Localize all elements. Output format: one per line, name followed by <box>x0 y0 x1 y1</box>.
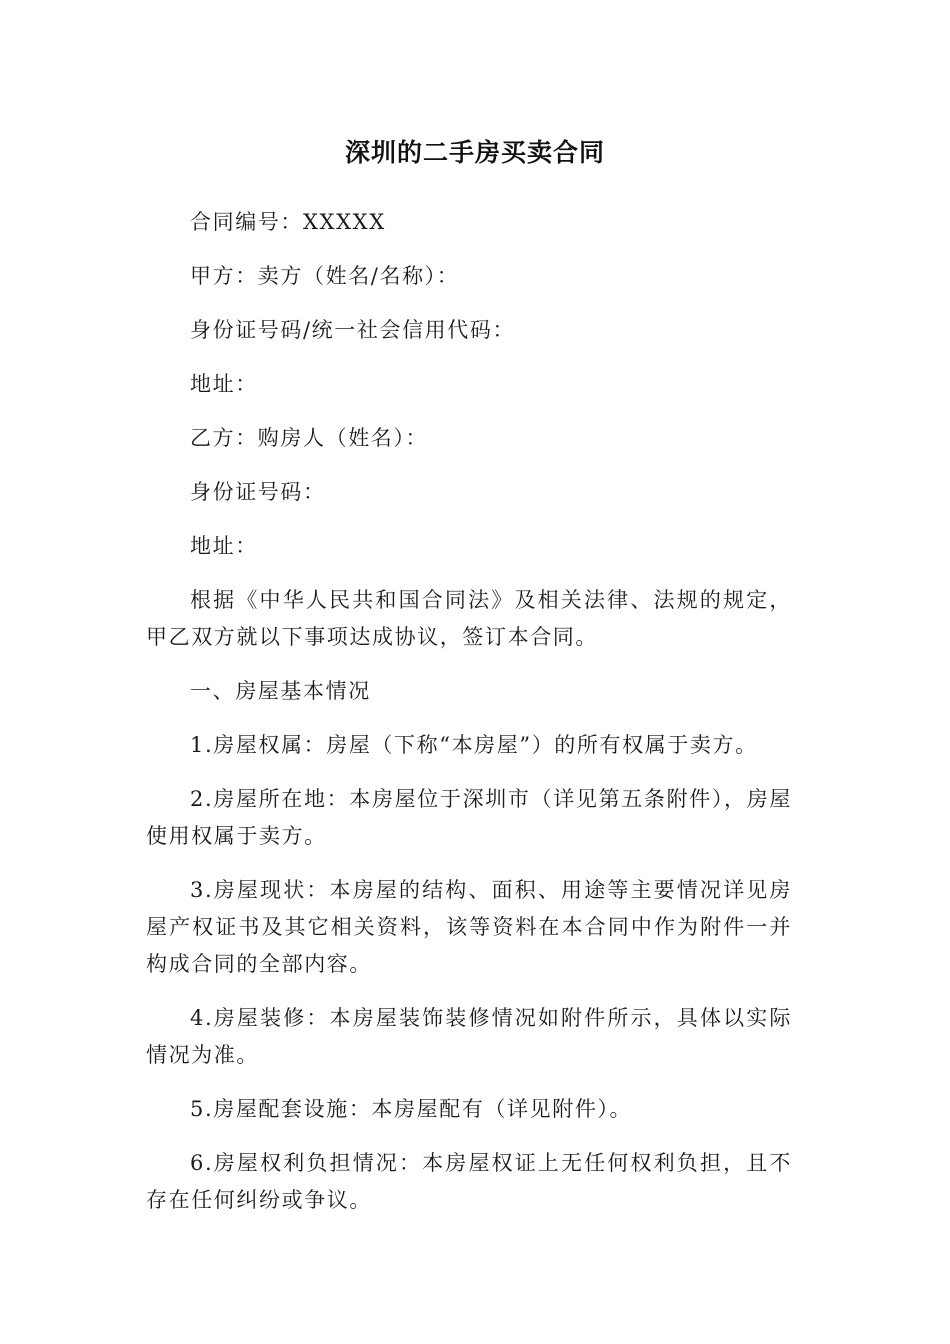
clause-3: 3.房屋现状：本房屋的结构、面积、用途等主要情况详见房屋产权证书及其它相关资料，该等资料在本合同中作为附件一并构成合同的全部内容。 <box>146 878 792 976</box>
party-a-id-number: 身份证号码/统一社会信用代码： <box>190 318 516 342</box>
contract-number: 合同编号：XXXXX <box>190 210 386 234</box>
party-b-address: 地址： <box>190 534 258 558</box>
section-heading: 一、房屋基本情况 <box>190 679 371 703</box>
clause-6: 6.房屋权利负担情况：本房屋权证上无任何权利负担，且不存在任何纠纷或争议。 <box>146 1151 792 1212</box>
clause-5: 5.房屋配套设施：本房屋配有（详见附件）。 <box>190 1097 633 1121</box>
party-b-buyer: 乙方：购房人（姓名）： <box>190 426 429 450</box>
clause-2: 2.房屋所在地：本房屋位于深圳市（详见第五条附件），房屋使用权属于卖方。 <box>146 787 792 848</box>
party-b-id-number: 身份证号码： <box>190 480 326 504</box>
clause-4: 4.房屋装修：本房屋装饰装修情况如附件所示，具体以实际情况为准。 <box>146 1006 792 1067</box>
preamble-paragraph: 根据《中华人民共和国合同法》及相关法律、法规的规定，甲乙双方就以下事项达成协议，签订本合同。 <box>146 588 792 649</box>
document-body <box>146 204 792 1236</box>
party-a-seller: 甲方：卖方（姓名/名称）： <box>190 264 460 288</box>
party-a-address: 地址： <box>190 372 258 396</box>
clause-1: 1.房屋权属：房屋（下称“本房屋”）的所有权属于卖方。 <box>190 733 758 757</box>
document-title: 深圳的二手房买卖合同 <box>344 138 605 167</box>
